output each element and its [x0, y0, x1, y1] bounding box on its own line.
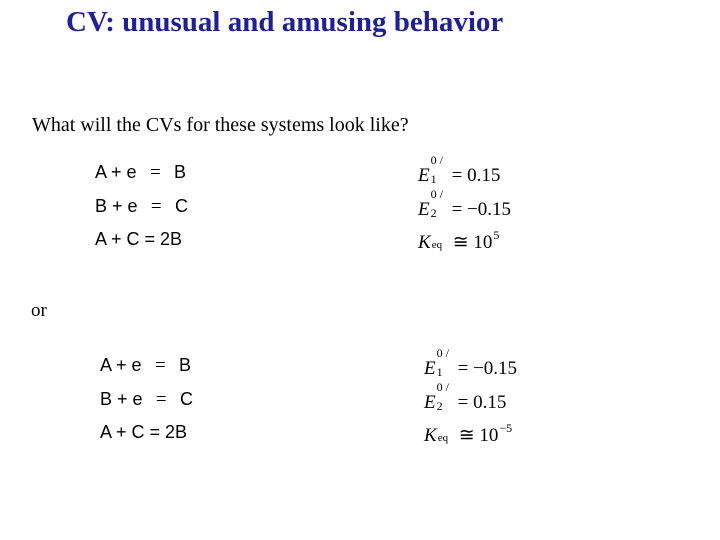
reaction-3-text: A + C = 2B — [95, 229, 183, 249]
reaction-5-lhs: B + e — [100, 389, 143, 409]
potential-1-sub: 1 — [430, 172, 437, 186]
potential-1-symbol: E — [418, 165, 430, 186]
question-text: What will the CVs for these systems look like? — [32, 114, 409, 136]
potential-4 — [424, 380, 507, 414]
potential-3-value: = −0.15 — [457, 358, 518, 379]
potential-2-symbol: E — [418, 199, 430, 220]
reaction-2-op: = — [150, 196, 162, 217]
keq-2-exponent: −5 — [499, 421, 513, 435]
potential-2 — [418, 187, 512, 221]
potential-3-sub: 1 — [436, 365, 443, 379]
potential-3-symbol: E — [424, 358, 436, 379]
keq-1-symbol: K — [418, 232, 431, 253]
keq-2-symbol: K — [424, 425, 437, 446]
reaction-4-lhs: A + e — [100, 355, 142, 375]
potential-1-sup: 0 / — [430, 153, 443, 167]
potential-1-value: = 0.15 — [451, 165, 501, 186]
potential-4-sup: 0 / — [436, 380, 449, 394]
equilibrium-constant-2 — [424, 422, 512, 447]
reaction-6-text: A + C = 2B — [100, 422, 188, 442]
keq-1-exponent: 5 — [493, 228, 500, 242]
potential-3 — [424, 346, 518, 380]
reaction-2-lhs: B + e — [95, 196, 138, 216]
reaction-4-rhs: B — [179, 355, 192, 375]
potential-4-value: = 0.15 — [457, 392, 507, 413]
potential-2-sup: 0 / — [430, 187, 443, 201]
reaction-1-lhs: A + e — [95, 162, 137, 182]
keq-2-value: ≅ 10 — [458, 425, 499, 446]
reaction-3 — [95, 229, 182, 251]
potential-4-symbol: E — [424, 392, 436, 413]
potential-3-sup: 0 / — [436, 346, 449, 360]
keq-1-value: ≅ 10 — [452, 232, 493, 253]
reaction-1 — [95, 162, 186, 184]
reaction-1-op: = — [149, 162, 161, 183]
or-text: or — [31, 300, 47, 321]
keq-1-sub: eq — [431, 239, 443, 251]
reaction-5 — [100, 389, 193, 411]
potential-4-sub: 2 — [436, 399, 443, 413]
reaction-5-op: = — [155, 389, 167, 410]
reaction-4 — [100, 355, 191, 377]
reaction-2 — [95, 196, 188, 218]
reaction-1-rhs: B — [174, 162, 187, 182]
potential-2-value: = −0.15 — [451, 199, 512, 220]
slide-title: CV: unusual and amusing behavior — [66, 6, 504, 38]
potential-2-sub: 2 — [430, 206, 437, 220]
keq-2-sub: eq — [437, 432, 449, 444]
reaction-4-op: = — [154, 355, 166, 376]
reaction-5-rhs: C — [180, 389, 194, 409]
potential-1 — [418, 153, 501, 187]
equilibrium-constant-1 — [418, 229, 499, 254]
reaction-2-rhs: C — [175, 196, 189, 216]
reaction-6 — [100, 422, 187, 444]
